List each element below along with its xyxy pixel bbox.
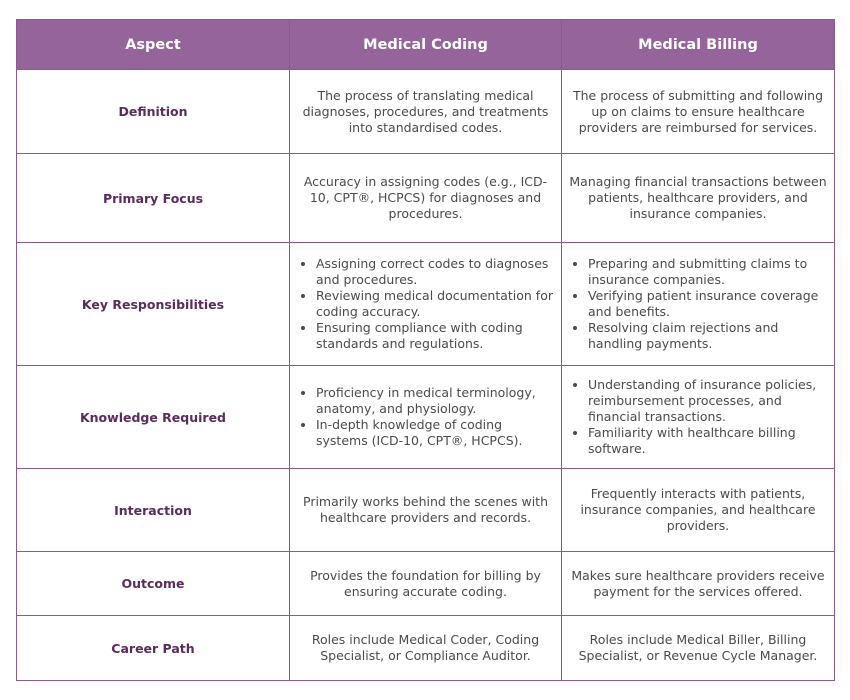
table-header [17,20,835,70]
header-row [17,20,835,70]
aspect-cell: Definition [17,70,290,154]
list-item: • Resolving claim rejections and handling payments. [588,320,828,352]
list-item: • Reviewing medical documentation for coding accuracy. [316,288,555,320]
medical-coding-cell [290,243,562,366]
aspect-cell: Knowledge Required [17,366,290,469]
bullet-list [568,256,828,352]
header-medical-coding: Medical Coding [290,20,562,70]
list-item: • Verifying patient insurance coverage and benefits. [588,288,828,320]
medical-billing-cell: The process of submitting and following up on claims to ensure healthcare providers are reimbursed for services. [562,70,835,154]
bullet-list [296,385,555,449]
medical-billing-cell [562,366,835,469]
table-row [17,70,835,154]
table-row [17,616,835,681]
bullet-list [568,377,828,457]
aspect-cell: Outcome [17,552,290,616]
aspect-cell: Primary Focus [17,154,290,243]
medical-coding-cell: Provides the foundation for billing by ensuring accurate coding. [290,552,562,616]
aspect-cell: Interaction [17,469,290,552]
list-item: • In-depth knowledge of coding systems (ICD-10, CPT®, HCPCS). [316,417,555,449]
medical-coding-cell: Roles include Medical Coder, Coding Specialist, or Compliance Auditor. [290,616,562,681]
medical-billing-cell: Roles include Medical Biller, Billing Specialist, or Revenue Cycle Manager. [562,616,835,681]
medical-coding-cell: The process of translating medical diagnoses, procedures, and treatments into standardised codes. [290,70,562,154]
medical-billing-cell: Managing financial transactions between patients, healthcare providers, and insurance companies. [562,154,835,243]
table-row [17,243,835,366]
table-row [17,366,835,469]
medical-coding-cell [290,366,562,469]
list-item: • Assigning correct codes to diagnoses and procedures. [316,256,555,288]
table-body [17,70,835,681]
aspect-cell: Key Responsibilities [17,243,290,366]
list-item: • Ensuring compliance with coding standards and regulations. [316,320,555,352]
table-row [17,154,835,243]
medical-coding-cell: Primarily works behind the scenes with healthcare providers and records. [290,469,562,552]
list-item: • Familiarity with healthcare billing software. [588,425,828,457]
header-aspect: Aspect [17,20,290,70]
list-item: • Preparing and submitting claims to insurance companies. [588,256,828,288]
table-row [17,469,835,552]
list-item: • Proficiency in medical terminology, anatomy, and physiology. [316,385,555,417]
medical-coding-cell: Accuracy in assigning codes (e.g., ICD-10, CPT®, HCPCS) for diagnoses and procedures. [290,154,562,243]
aspect-cell: Career Path [17,616,290,681]
table-row [17,552,835,616]
comparison-table [16,19,835,681]
medical-billing-cell: Makes sure healthcare providers receive payment for the services offered. [562,552,835,616]
header-medical-billing: Medical Billing [562,20,835,70]
medical-billing-cell [562,243,835,366]
bullet-list [296,256,555,352]
medical-billing-cell: Frequently interacts with patients, insurance companies, and healthcare providers. [562,469,835,552]
list-item: • Understanding of insurance policies, reimbursement processes, and financial transactions. [588,377,828,425]
